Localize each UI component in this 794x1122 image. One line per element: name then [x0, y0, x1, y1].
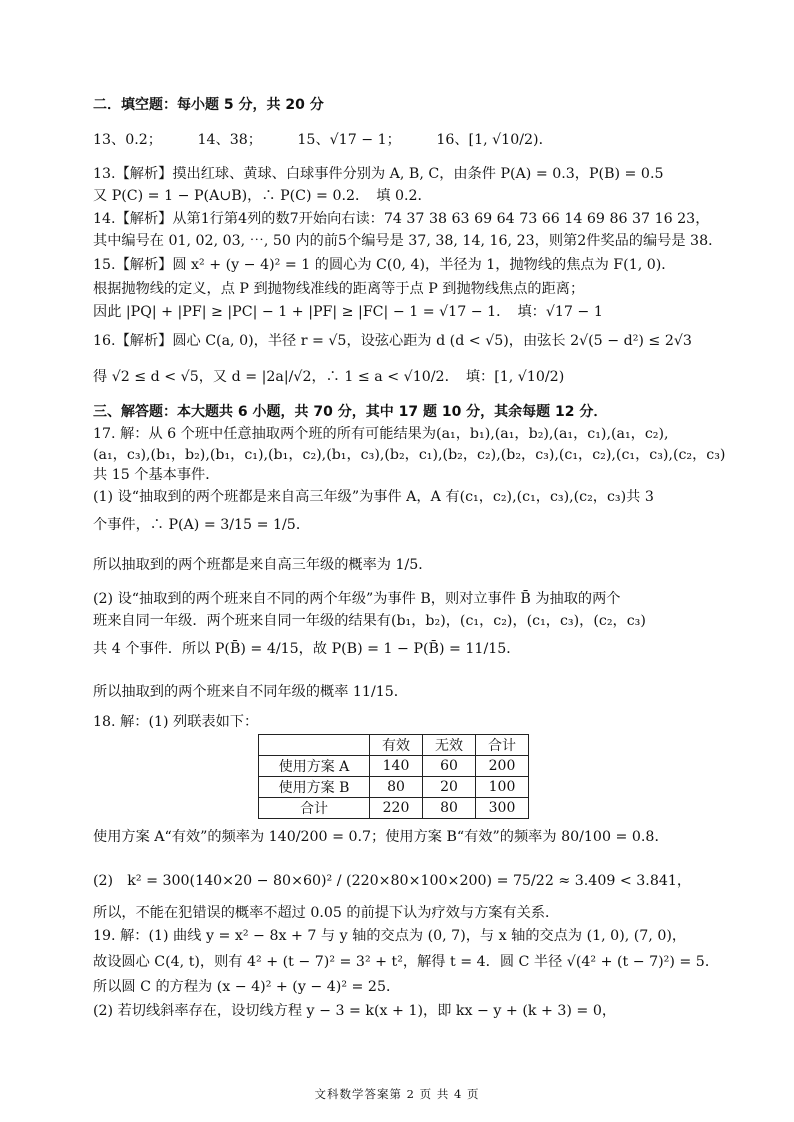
solution-15-line-2: 根据抛物线的定义，点 P 到抛物线准线的距离等于点 P 到抛物线焦点的距离；: [93, 281, 585, 297]
table-cell: 140: [370, 756, 423, 777]
section-fill-blank-heading: 二．填空题：每小题 5 分，共 20 分: [93, 97, 324, 113]
table-cell: 合计: [476, 735, 529, 756]
solution-17-part2-line-2: 班来自同一年级．两个班来自同一年级的结果有(b₁，b₂)，(c₁，c₂)，(c₁，c₃)，(c₂，c₃): [93, 613, 646, 629]
table-cell: 20: [423, 777, 476, 798]
solution-18-chi-square-line: (2) k² = 300(140×20 − 80×60)² / (220×80×100×200) = 75/22 ≈ 3.409 < 3.841，: [93, 873, 692, 889]
page-footer: 文科数学答案第 2 页 共 4 页: [314, 1087, 480, 1101]
table-cell: 200: [476, 756, 529, 777]
table-cell: 使用方案 A: [259, 756, 370, 777]
solution-18-conclusion: 所以，不能在犯错误的概率不超过 0.05 的前提下认为疗效与方案有关系．: [93, 905, 560, 921]
solution-17-part1-line-1: (1) 设“抽取到的两个班都是来自高三年级”为事件 A，A 有(c₁，c₂),(c₁，c₃),(c₂，c₃)共 3: [93, 489, 654, 505]
solution-18-line-1: 18. 解：(1) 列联表如下：: [93, 714, 259, 730]
table-cell: 80: [423, 798, 476, 819]
solution-17-part2-line-4: 所以抽取到的两个班来自不同年级的概率 11/15．: [93, 684, 408, 700]
solution-19-line-4: (2) 若切线斜率存在，设切线方程 y − 3 = k(x + 1)，即 kx − y + (k + 3) = 0，: [93, 1003, 617, 1019]
solution-18-frequency-line: 使用方案 A“有效”的频率为 140/200 = 0.7；使用方案 B“有效”的频率为 80/100 = 0.8．: [93, 829, 669, 845]
solution-14-line-1: 14.【解析】从第1行第4列的数7开始向右读：74 37 38 63 69 64 73 66 14 69 86 37 16 23，: [93, 211, 710, 227]
solution-15-line-1: 15.【解析】圆 x² + (y − 4)² = 1 的圆心为 C(0, 4)，半径为 1，抛物线的焦点为 F(1, 0)．: [93, 257, 676, 273]
table-cell: 无效: [423, 735, 476, 756]
contingency-table: [258, 734, 529, 819]
solution-16-line-1: 16.【解析】圆心 C(a, 0)，半径 r = √5，设弦心距为 d (d < √5)，由弦长 2√(5 − d²) ≤ 2√3: [93, 333, 692, 349]
table-cell: 80: [370, 777, 423, 798]
table-cell: 合计: [259, 798, 370, 819]
table-cell: 220: [370, 798, 423, 819]
table-cell: 100: [476, 777, 529, 798]
solution-17-part2-line-1: (2) 设“抽取到的两个班来自不同的两个年级”为事件 B，则对立事件 B̄ 为抽取的两个: [93, 591, 621, 607]
solution-17-part1-line-2: 个事件，∴ P(A) = 3/15 = 1/5．: [93, 517, 311, 533]
solution-13-line-1: 13.【解析】摸出红球、黄球、白球事件分别为 A, B, C，由条件 P(A) = 0.3，P(B) = 0.5: [93, 166, 664, 182]
table-row: [259, 756, 529, 777]
solution-17-line-1: 17. 解：从 6 个班中任意抽取两个班的所有可能结果为(a₁，b₁),(a₁，b₂),(a₁，c₁),(a₁，c₂),: [93, 426, 669, 442]
solution-17-line-3: 共 15 个基本事件．: [93, 467, 220, 483]
table-header-row: [259, 735, 529, 756]
solution-16-line-2: 得 √2 ≤ d < √5，又 d = |2a|/√2，∴ 1 ≤ a < √10/2． 填：[1, √10/2): [93, 369, 565, 385]
solution-19-line-3: 所以圆 C 的方程为 (x − 4)² + (y − 4)² = 25．: [93, 979, 401, 995]
table-row: [259, 798, 529, 819]
solution-19-line-1: 19. 解：(1) 曲线 y = x² − 8x + 7 与 y 轴的交点为 (0, 7)，与 x 轴的交点为 (1, 0), (7, 0)，: [93, 928, 687, 944]
answers-summary: 13、0.2； 14、38； 15、√17 − 1； 16、[1, √10/2)．: [93, 132, 553, 148]
solution-13-line-2: 又 P(C) = 1 − P(A∪B)，∴ P(C) = 0.2． 填 0.2．: [93, 188, 432, 204]
solution-19-line-2: 故设圆心 C(4, t)，则有 4² + (t − 7)² = 3² + t²，解得 t = 4．圆 C 半径 √(4² + (t − 7)²) = 5．: [93, 954, 720, 970]
solution-14-line-2: 其中编号在 01, 02, 03, ⋯, 50 内的前5个编号是 37, 38, 14, 16, 23，则第2件奖品的编号是 38．: [93, 233, 723, 249]
solution-17-part1-line-3: 所以抽取到的两个班都是来自高三年级的概率为 1/5．: [93, 557, 433, 573]
table-cell: 有效: [370, 735, 423, 756]
table-cell: 300: [476, 798, 529, 819]
table-cell: 使用方案 B: [259, 777, 370, 798]
table-cell: [259, 735, 370, 756]
solution-15-line-3: 因此 |PQ| + |PF| ≥ |PC| − 1 + |PF| ≥ |FC| − 1 = √17 − 1． 填：√17 − 1: [93, 304, 603, 320]
solution-17-part2-line-3: 共 4 个事件．所以 P(B̄) = 4/15，故 P(B) = 1 − P(B̄) = 11/15．: [93, 641, 521, 657]
table-cell: 60: [423, 756, 476, 777]
solution-17-line-2: (a₁，c₃),(b₁，b₂),(b₁，c₁),(b₁，c₂),(b₁，c₃),(b₂，c₁),(b₂，c₂),(b₂，c₃),(c₁，c₂),(c₁，c₃),(c₂，c₃): [93, 447, 726, 463]
section-solutions-heading: 三、解答题：本大题共 6 小题，共 70 分，其中 17 题 10 分，其余每题 12 分．: [93, 404, 608, 420]
table-row: [259, 777, 529, 798]
